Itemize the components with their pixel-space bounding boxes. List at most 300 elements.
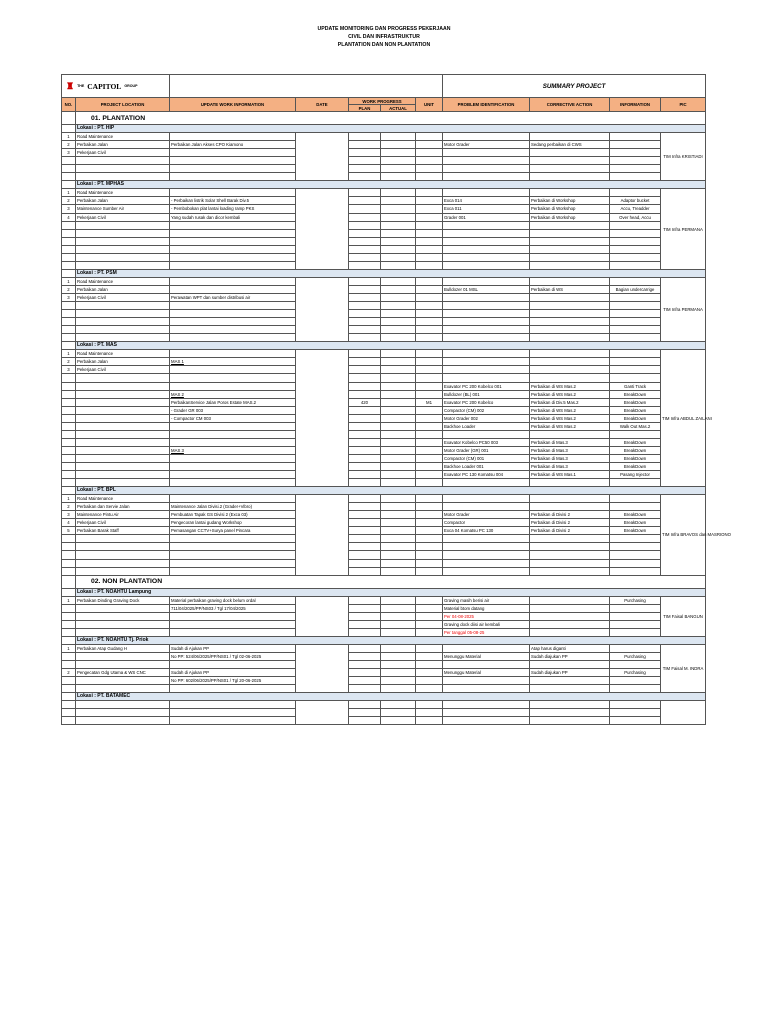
plan-cell bbox=[349, 685, 381, 693]
col-work-progress: WORK PROGRESS bbox=[349, 98, 416, 105]
row-number bbox=[62, 446, 76, 454]
information-cell: Ganti Track bbox=[610, 382, 661, 390]
location-header-row bbox=[62, 342, 706, 350]
table-row bbox=[62, 454, 706, 462]
logo-cell bbox=[62, 75, 170, 98]
project-location-cell bbox=[76, 462, 170, 470]
table-row bbox=[62, 701, 706, 709]
plan-cell bbox=[349, 285, 381, 293]
row-number bbox=[62, 414, 76, 422]
information-cell: BreakDown bbox=[610, 414, 661, 422]
row-number bbox=[62, 422, 76, 430]
update-info-cell bbox=[170, 717, 296, 725]
actual-cell bbox=[381, 596, 416, 604]
project-location-cell: Perbaikan Jalan bbox=[76, 358, 170, 366]
table-row bbox=[62, 462, 706, 470]
project-location-cell bbox=[76, 653, 170, 661]
update-info-cell: Perawatan WPT dan sumber distribusi air bbox=[170, 293, 296, 301]
update-info-cell bbox=[170, 165, 296, 173]
project-location-cell: Pekerjaan Civil bbox=[76, 213, 170, 221]
plan-cell bbox=[349, 374, 381, 382]
problem-cell: Per 04-08-2025 bbox=[443, 612, 530, 620]
information-cell bbox=[610, 302, 661, 310]
information-cell bbox=[610, 157, 661, 165]
update-info-cell bbox=[170, 374, 296, 382]
update-info-cell: MAS 3 bbox=[170, 446, 296, 454]
date-cell bbox=[296, 596, 349, 636]
plan-cell bbox=[349, 213, 381, 221]
corrective-cell: Atap harus diganti bbox=[530, 644, 610, 652]
update-info-cell: Sudah di Ajukan PP bbox=[170, 669, 296, 677]
plan-cell bbox=[349, 438, 381, 446]
update-info-cell bbox=[170, 133, 296, 141]
unit-cell bbox=[416, 422, 443, 430]
unit-cell bbox=[416, 237, 443, 245]
update-info-cell bbox=[170, 685, 296, 693]
table-row bbox=[62, 253, 706, 261]
update-info-cell: MAS 2 bbox=[170, 390, 296, 398]
update-info-cell bbox=[170, 261, 296, 269]
actual-cell bbox=[381, 358, 416, 366]
location-spacer bbox=[62, 342, 76, 350]
problem-cell bbox=[443, 189, 530, 197]
update-info-cell: Pembuatan Tapak GS Divisi 2 (Exca 03) bbox=[170, 511, 296, 519]
location-spacer bbox=[62, 636, 76, 644]
update-info-cell bbox=[170, 535, 296, 543]
project-location-cell bbox=[76, 414, 170, 422]
corrective-cell: Perbaikan di WS Mas.2 bbox=[530, 390, 610, 398]
corrective-cell bbox=[530, 310, 610, 318]
information-cell: Pasang Injector bbox=[610, 471, 661, 479]
update-info-cell bbox=[170, 366, 296, 374]
row-number: 2 bbox=[62, 141, 76, 149]
problem-cell bbox=[443, 165, 530, 173]
row-number: 1 bbox=[62, 495, 76, 503]
unit-cell bbox=[416, 519, 443, 527]
project-location-cell: Maintenance Sumber Air bbox=[76, 205, 170, 213]
plan-cell bbox=[349, 669, 381, 677]
problem-cell: Compactor (CM) 002 bbox=[443, 406, 530, 414]
project-location-cell: Perbaikan Jalan bbox=[76, 197, 170, 205]
plan-cell bbox=[349, 503, 381, 511]
information-cell: BreakDown bbox=[610, 462, 661, 470]
information-cell bbox=[610, 551, 661, 559]
corrective-cell bbox=[530, 701, 610, 709]
plan-cell bbox=[349, 701, 381, 709]
actual-cell bbox=[381, 462, 416, 470]
row-number: 3 bbox=[62, 293, 76, 301]
information-cell bbox=[610, 245, 661, 253]
update-info-cell bbox=[170, 285, 296, 293]
information-cell bbox=[610, 350, 661, 358]
problem-cell bbox=[443, 237, 530, 245]
information-cell bbox=[610, 644, 661, 652]
unit-cell bbox=[416, 253, 443, 261]
plan-cell bbox=[349, 350, 381, 358]
problem-cell bbox=[443, 709, 530, 717]
project-location-cell bbox=[76, 390, 170, 398]
corrective-cell: Perbaikan di WS Mas.2 bbox=[530, 422, 610, 430]
row-number: 2 bbox=[62, 197, 76, 205]
unit-cell: M1 bbox=[416, 398, 443, 406]
section-title: 01. PLANTATION bbox=[76, 112, 706, 125]
plan-cell bbox=[349, 527, 381, 535]
plan-cell bbox=[349, 382, 381, 390]
project-location-cell bbox=[76, 326, 170, 334]
project-location-cell bbox=[76, 221, 170, 229]
row-number bbox=[62, 551, 76, 559]
problem-cell: Bulldozer 01 MSL bbox=[443, 285, 530, 293]
row-number: 2 bbox=[62, 285, 76, 293]
problem-cell bbox=[443, 479, 530, 487]
project-location-cell bbox=[76, 551, 170, 559]
table-row bbox=[62, 596, 706, 604]
corrective-cell: Sedang perbaikan di CWS bbox=[530, 141, 610, 149]
corrective-cell bbox=[530, 596, 610, 604]
corrective-cell bbox=[530, 503, 610, 511]
information-cell bbox=[610, 543, 661, 551]
row-number: 1 bbox=[62, 350, 76, 358]
table-row bbox=[62, 205, 706, 213]
row-number: 1 bbox=[62, 277, 76, 285]
plan-cell bbox=[349, 543, 381, 551]
unit-cell bbox=[416, 366, 443, 374]
col-problem: PROBLEM IDENTIFICATION bbox=[443, 98, 530, 112]
project-location-cell bbox=[76, 382, 170, 390]
information-cell bbox=[610, 503, 661, 511]
table-row bbox=[62, 479, 706, 487]
table-row bbox=[62, 604, 706, 612]
location-header-row bbox=[62, 181, 706, 189]
actual-cell bbox=[381, 612, 416, 620]
information-cell bbox=[610, 334, 661, 342]
information-cell bbox=[610, 661, 661, 669]
problem-cell: Compactor (CM) 001 bbox=[443, 454, 530, 462]
corrective-cell bbox=[530, 677, 610, 685]
information-cell bbox=[610, 277, 661, 285]
corrective-cell bbox=[530, 685, 610, 693]
problem-cell bbox=[443, 503, 530, 511]
table-row bbox=[62, 141, 706, 149]
information-cell: BreakDown bbox=[610, 438, 661, 446]
table-row bbox=[62, 438, 706, 446]
actual-cell bbox=[381, 165, 416, 173]
actual-cell bbox=[381, 205, 416, 213]
actual-cell bbox=[381, 173, 416, 181]
problem-cell bbox=[443, 149, 530, 157]
update-info-cell bbox=[170, 237, 296, 245]
information-cell bbox=[610, 133, 661, 141]
actual-cell bbox=[381, 253, 416, 261]
corrective-cell bbox=[530, 661, 610, 669]
project-location-cell: Perbaikan Atap Gudang H bbox=[76, 644, 170, 652]
row-number: 1 bbox=[62, 644, 76, 652]
project-location-cell: Road Maintenance bbox=[76, 189, 170, 197]
information-cell: BreakDown bbox=[610, 406, 661, 414]
plan-cell bbox=[349, 165, 381, 173]
table-row bbox=[62, 543, 706, 551]
information-cell bbox=[610, 559, 661, 567]
project-location-cell: Road Maintenance bbox=[76, 277, 170, 285]
project-location-cell bbox=[76, 454, 170, 462]
header-line-2: CIVIL DAN INFRASTRUKTUR bbox=[348, 33, 420, 40]
project-location-cell bbox=[76, 612, 170, 620]
actual-cell bbox=[381, 197, 416, 205]
row-number bbox=[62, 701, 76, 709]
actual-cell bbox=[381, 366, 416, 374]
information-cell bbox=[610, 293, 661, 301]
corrective-cell bbox=[530, 149, 610, 157]
update-info-cell bbox=[170, 462, 296, 470]
row-number bbox=[62, 326, 76, 334]
actual-cell bbox=[381, 326, 416, 334]
row-number bbox=[62, 302, 76, 310]
unit-cell bbox=[416, 527, 443, 535]
plan-cell bbox=[349, 318, 381, 326]
unit-cell bbox=[416, 430, 443, 438]
unit-cell bbox=[416, 471, 443, 479]
project-location-cell bbox=[76, 535, 170, 543]
information-cell bbox=[610, 237, 661, 245]
corrective-cell: Perbaikan di WS Mas.2 bbox=[530, 382, 610, 390]
actual-cell bbox=[381, 382, 416, 390]
update-info-cell bbox=[170, 454, 296, 462]
update-info-cell bbox=[170, 318, 296, 326]
row-number bbox=[62, 438, 76, 446]
update-info-cell bbox=[170, 661, 296, 669]
plan-cell bbox=[349, 709, 381, 717]
corrective-cell bbox=[530, 366, 610, 374]
corrective-cell bbox=[530, 133, 610, 141]
col-unit: UNIT bbox=[416, 98, 443, 112]
project-location-cell bbox=[76, 471, 170, 479]
pic-cell: TIM Infra PERMANA bbox=[661, 189, 706, 269]
project-location-cell bbox=[76, 479, 170, 487]
table-row bbox=[62, 709, 706, 717]
table-row bbox=[62, 567, 706, 575]
table-row bbox=[62, 149, 706, 157]
problem-cell bbox=[443, 495, 530, 503]
table-row bbox=[62, 406, 706, 414]
plan-cell bbox=[349, 454, 381, 462]
problem-cell bbox=[443, 157, 530, 165]
unit-cell bbox=[416, 406, 443, 414]
plan-cell bbox=[349, 334, 381, 342]
corrective-cell bbox=[530, 261, 610, 269]
table-row bbox=[62, 229, 706, 237]
row-number bbox=[62, 398, 76, 406]
corrective-cell: Perbaikan di Divisi 2 bbox=[530, 511, 610, 519]
update-info-cell bbox=[170, 430, 296, 438]
corrective-cell bbox=[530, 302, 610, 310]
capitol-logo-icon: ♜ bbox=[66, 80, 75, 91]
plan-cell bbox=[349, 366, 381, 374]
problem-cell: Exca 014 bbox=[443, 197, 530, 205]
pic-cell: TIM Infra BRAVOS dan MASRIONO bbox=[661, 495, 706, 575]
row-number bbox=[62, 604, 76, 612]
information-cell: Purchasing bbox=[610, 653, 661, 661]
plan-cell bbox=[349, 519, 381, 527]
corrective-cell bbox=[530, 430, 610, 438]
project-location-cell bbox=[76, 245, 170, 253]
unit-cell bbox=[416, 653, 443, 661]
actual-cell bbox=[381, 149, 416, 157]
col-no: NO. bbox=[62, 98, 76, 112]
plan-cell bbox=[349, 261, 381, 269]
problem-cell: Per tanggal 05-08-25 bbox=[443, 628, 530, 636]
actual-cell bbox=[381, 669, 416, 677]
actual-cell bbox=[381, 302, 416, 310]
problem-cell: Bulldozer (BL) 001 bbox=[443, 390, 530, 398]
header-line-1: UPDATE MONITORING DAN PROGRESS PEKERJAAN bbox=[317, 26, 451, 32]
pic-cell: TIM Infra ABDUL ZAILANI bbox=[661, 350, 706, 487]
update-info-cell bbox=[170, 221, 296, 229]
actual-cell bbox=[381, 495, 416, 503]
unit-cell bbox=[416, 612, 443, 620]
project-location-cell: Road Maintenance bbox=[76, 350, 170, 358]
location-header-row bbox=[62, 125, 706, 133]
table-row bbox=[62, 374, 706, 382]
report-header bbox=[0, 26, 768, 49]
table-row bbox=[62, 612, 706, 620]
problem-cell: Motor Grader bbox=[443, 511, 530, 519]
unit-cell bbox=[416, 709, 443, 717]
actual-cell bbox=[381, 479, 416, 487]
actual-cell bbox=[381, 221, 416, 229]
plan-cell bbox=[349, 358, 381, 366]
problem-cell bbox=[443, 173, 530, 181]
information-cell bbox=[610, 495, 661, 503]
location-label: Lokasi : PT. BATAMEC bbox=[76, 693, 706, 701]
corrective-cell: Perbaikan di Divisi 2 bbox=[530, 519, 610, 527]
table-row bbox=[62, 446, 706, 454]
corrective-cell bbox=[530, 604, 610, 612]
pic-cell bbox=[661, 701, 706, 725]
update-info-cell bbox=[170, 471, 296, 479]
problem-cell: Compactor bbox=[443, 519, 530, 527]
corrective-cell bbox=[530, 543, 610, 551]
problem-cell bbox=[443, 229, 530, 237]
plan-cell: 420 bbox=[349, 398, 381, 406]
update-info-cell: PerbaikanService Jalan Poros Estate MAS.2 bbox=[170, 398, 296, 406]
plan-cell bbox=[349, 661, 381, 669]
unit-cell bbox=[416, 382, 443, 390]
unit-cell bbox=[416, 559, 443, 567]
project-location-cell bbox=[76, 318, 170, 326]
project-location-cell bbox=[76, 422, 170, 430]
actual-cell bbox=[381, 446, 416, 454]
row-number bbox=[62, 454, 76, 462]
column-header-row bbox=[62, 98, 706, 105]
unit-cell bbox=[416, 213, 443, 221]
section-spacer bbox=[62, 575, 76, 588]
plan-cell bbox=[349, 229, 381, 237]
date-cell bbox=[296, 350, 349, 487]
update-info-cell bbox=[170, 157, 296, 165]
project-location-cell: Perbaikan Jalan bbox=[76, 285, 170, 293]
row-number bbox=[62, 471, 76, 479]
table-row bbox=[62, 398, 706, 406]
table-row bbox=[62, 390, 706, 398]
information-cell bbox=[610, 221, 661, 229]
problem-cell bbox=[443, 221, 530, 229]
information-cell bbox=[610, 677, 661, 685]
corrective-cell bbox=[530, 245, 610, 253]
date-cell bbox=[296, 277, 349, 341]
corrective-cell bbox=[530, 318, 610, 326]
project-location-cell: Maintenance Pintu Air bbox=[76, 511, 170, 519]
actual-cell bbox=[381, 644, 416, 652]
project-location-cell: Pekerjaan Civil bbox=[76, 149, 170, 157]
col-information: INFORMATION bbox=[610, 98, 661, 112]
unit-cell bbox=[416, 543, 443, 551]
row-number bbox=[62, 334, 76, 342]
table-row bbox=[62, 430, 706, 438]
corrective-cell bbox=[530, 334, 610, 342]
unit-cell bbox=[416, 318, 443, 326]
information-cell bbox=[610, 717, 661, 725]
actual-cell bbox=[381, 229, 416, 237]
update-info-cell: Perbaikan Jalan Akses CPO Kiamono bbox=[170, 141, 296, 149]
row-number: 1 bbox=[62, 189, 76, 197]
location-label: Lokasi : PT. MPHAS bbox=[76, 181, 706, 189]
table-row bbox=[62, 310, 706, 318]
unit-cell bbox=[416, 374, 443, 382]
plan-cell bbox=[349, 302, 381, 310]
table-row bbox=[62, 685, 706, 693]
row-number: 4 bbox=[62, 213, 76, 221]
update-info-cell: - Compactor CM 003 bbox=[170, 414, 296, 422]
corrective-cell bbox=[530, 350, 610, 358]
corrective-cell bbox=[530, 551, 610, 559]
actual-cell bbox=[381, 374, 416, 382]
location-spacer bbox=[62, 588, 76, 596]
unit-cell bbox=[416, 205, 443, 213]
col-location: PROJECT LOCATION bbox=[76, 98, 170, 112]
unit-cell bbox=[416, 229, 443, 237]
table-row bbox=[62, 382, 706, 390]
actual-cell bbox=[381, 334, 416, 342]
corrective-cell bbox=[530, 535, 610, 543]
information-cell bbox=[610, 567, 661, 575]
information-cell bbox=[610, 709, 661, 717]
project-location-cell bbox=[76, 334, 170, 342]
update-info-cell bbox=[170, 628, 296, 636]
problem-cell bbox=[443, 661, 530, 669]
unit-cell bbox=[416, 277, 443, 285]
project-location-cell: Perbaikan dan Servie Jalan bbox=[76, 503, 170, 511]
unit-cell bbox=[416, 133, 443, 141]
row-number: 1 bbox=[62, 596, 76, 604]
plan-cell bbox=[349, 446, 381, 454]
location-spacer bbox=[62, 269, 76, 277]
row-number bbox=[62, 430, 76, 438]
project-location-cell bbox=[76, 559, 170, 567]
corrective-cell bbox=[530, 277, 610, 285]
information-cell: BreakDown bbox=[610, 519, 661, 527]
update-info-cell bbox=[170, 253, 296, 261]
unit-cell bbox=[416, 620, 443, 628]
location-label: Lokasi : PT. NOAHTU Tj. Priok bbox=[76, 636, 706, 644]
actual-cell bbox=[381, 454, 416, 462]
logo-name: CAPITOL bbox=[87, 81, 122, 91]
blank-title-cell bbox=[170, 75, 443, 98]
row-number bbox=[62, 628, 76, 636]
project-location-cell: Perbaikan Barak Staff bbox=[76, 527, 170, 535]
plan-cell bbox=[349, 293, 381, 301]
col-plan: PLAN bbox=[349, 105, 381, 112]
corrective-cell bbox=[530, 559, 610, 567]
